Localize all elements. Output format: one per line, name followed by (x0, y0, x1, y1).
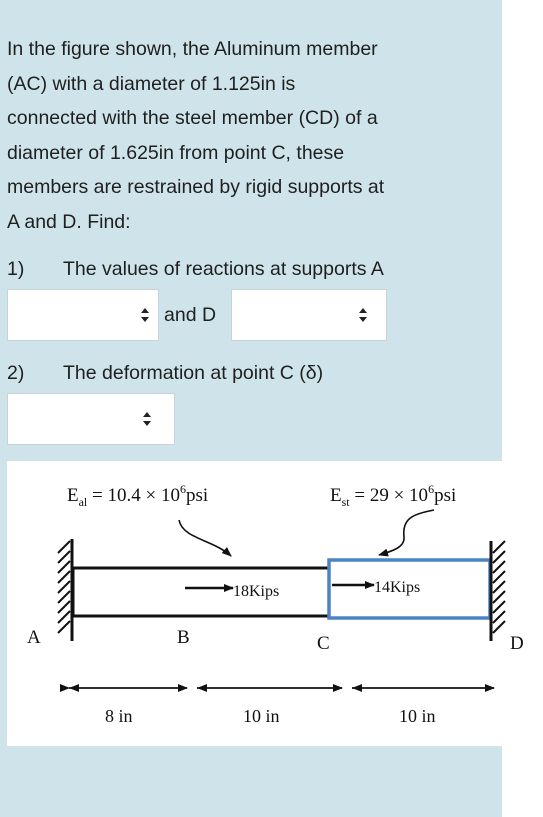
reaction-d-select[interactable] (231, 289, 387, 341)
select-arrows-icon (140, 307, 150, 323)
load-b-label: 18Kips (233, 583, 280, 600)
question-line: (AC) with a diameter of 1.125in is (7, 72, 296, 95)
wall-d-support (491, 541, 505, 641)
part-1-number: 1) (7, 258, 25, 280)
point-b-label: B (177, 627, 190, 648)
load-c-label: 14Kips (374, 579, 421, 596)
and-d-label: and D (164, 304, 217, 326)
question-line: connected with the steel member (CD) of a (7, 107, 378, 129)
question-line: In the figure shown, the Aluminum member (7, 38, 378, 60)
aluminum-pointer-arrow (179, 520, 231, 556)
part-1-text: The values of reactions at supports A (63, 258, 384, 280)
question-text (7, 32, 487, 239)
part-2-number: 2) (7, 362, 25, 384)
dimension-cd-label: 10 in (399, 706, 436, 726)
question-line: members are restrained by rigid supports at (7, 176, 385, 198)
e-al-label: $E_{al} = 10.4 \times 10^6psi$ (67, 482, 209, 509)
point-d-label: D (510, 633, 524, 654)
part-2-prompt (7, 360, 323, 386)
part-2-text: The deformation at point C (δ) (63, 362, 324, 384)
question-line: diameter of 1.625in from point C, these (7, 141, 345, 164)
point-c-label: C (317, 633, 330, 654)
problem-figure (7, 461, 543, 746)
e-st-label: $E_{st} = 29 \times 10^6psi$ (330, 482, 457, 509)
select-arrows-icon (142, 411, 152, 427)
select-arrows-icon (358, 307, 368, 323)
aluminum-member-ac (73, 568, 329, 616)
reaction-a-select[interactable] (7, 289, 159, 341)
part-1-prompt (7, 256, 384, 282)
wall-a-support (58, 539, 72, 641)
bar-diagram (7, 461, 543, 746)
point-a-label: A (27, 627, 41, 648)
dimension-ab-label: 8 in (105, 706, 133, 726)
dimension-bc-label: 10 in (243, 706, 280, 726)
deformation-select[interactable] (7, 393, 175, 445)
steel-pointer-arrow (379, 510, 434, 555)
question-line: A and D. Find: (7, 210, 131, 233)
